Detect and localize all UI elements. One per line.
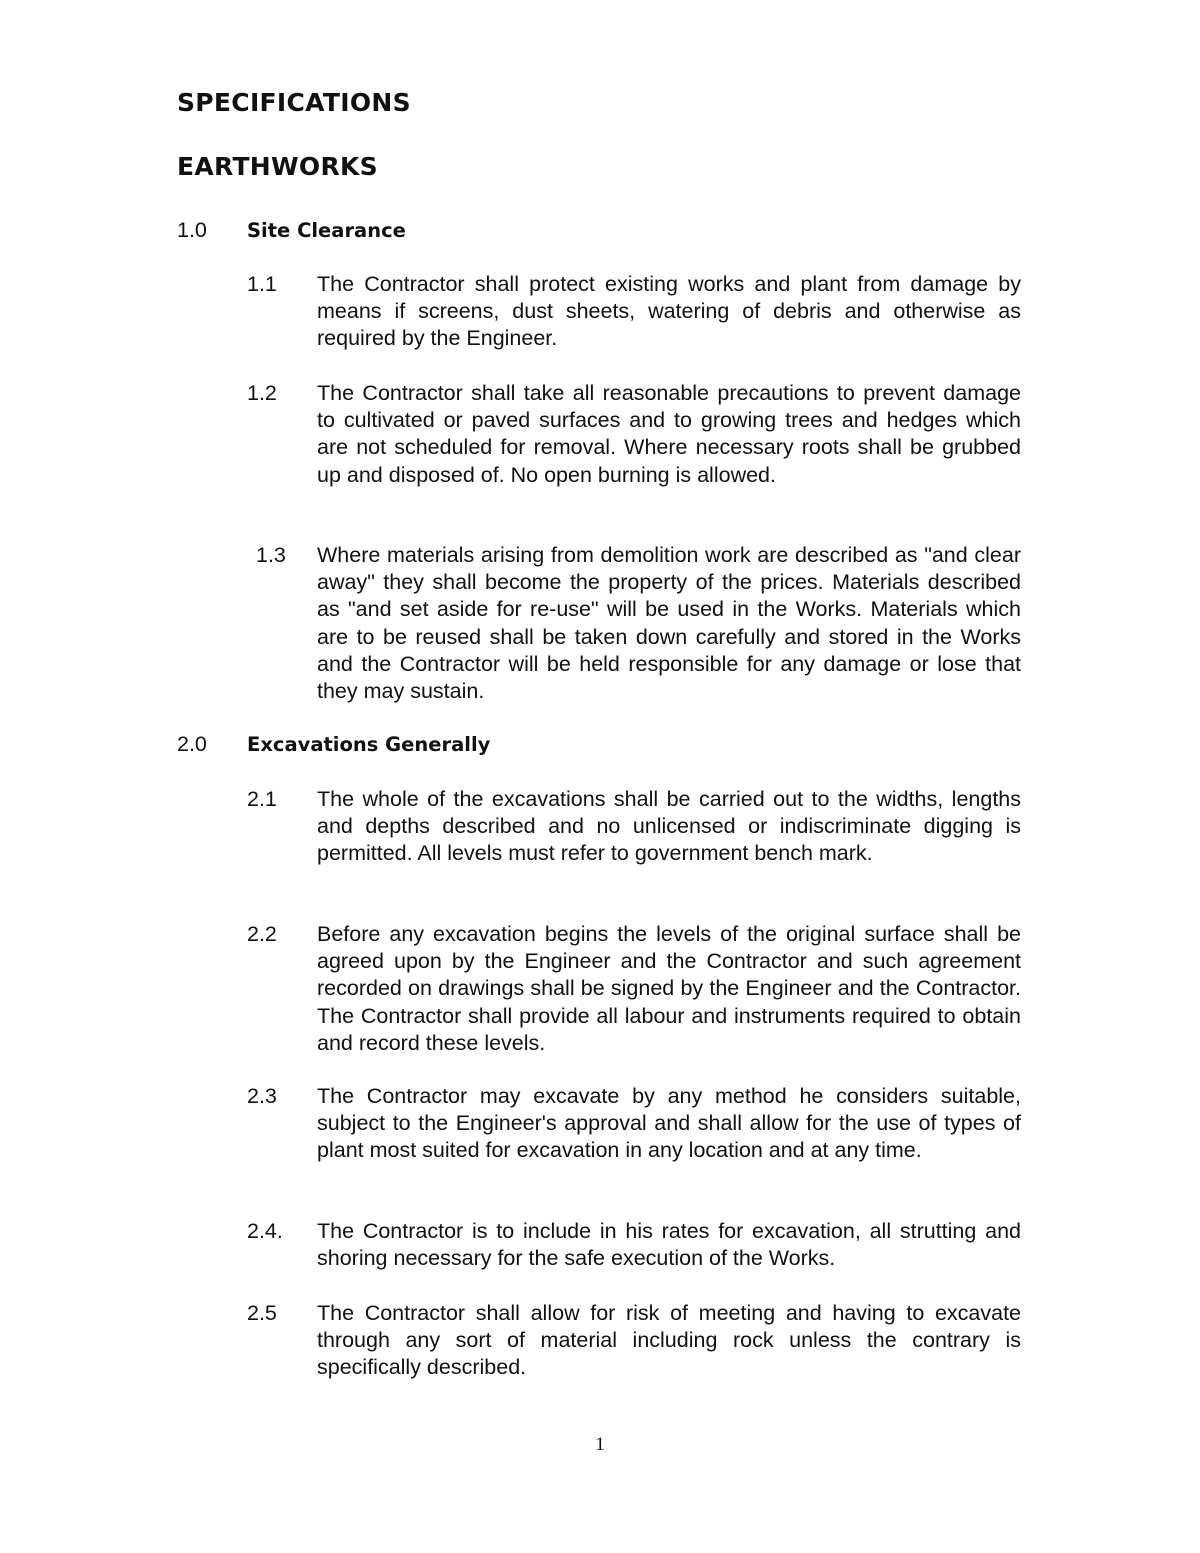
clause-text: The Contractor shall take all reasonable precautions to prevent damage to cultivated or paved surfaces and to growing trees and hedges which are not scheduled for removal. Where necessary roots shall be grubbed up and disposed of. No open burning is allowed. [317, 381, 1021, 487]
page-number: 1 [595, 1434, 605, 1455]
clause-number: 1.2 [247, 381, 277, 405]
clause-number: 1.3 [256, 543, 286, 567]
clause-number: 1.1 [247, 272, 277, 296]
document-title: SPECIFICATIONS [177, 88, 411, 117]
clause-number: 2.5 [247, 1301, 277, 1325]
clause-text: The Contractor shall allow for risk of meeting and having to excavate through any sort of material including rock unless the contrary is specifically described. [317, 1301, 1021, 1380]
clause-text: Before any excavation begins the levels of the original surface shall be agreed upon by the Engineer and the Contractor and such agreement recorded on drawings shall be signed by the Engineer and the Contractor. The Contractor shall provide all labour and instruments required to obtain and record these levels. [317, 922, 1021, 1055]
document-subtitle: EARTHWORKS [177, 152, 378, 181]
clause-text: The Contractor shall protect existing works and plant from damage by means if screens, dust sheets, watering of debris and otherwise as required by the Engineer. [317, 272, 1021, 351]
clause-text: The Contractor is to include in his rates for excavation, all strutting and shoring necessary for the safe execution of the Works. [317, 1219, 1021, 1271]
section-title: Site Clearance [247, 219, 406, 242]
clause-text: The Contractor may excavate by any method he considers suitable, subject to the Engineer's approval and shall allow for the use of types of plant most suited for excavation in any location and at any time. [317, 1084, 1021, 1163]
section-number: 2.0 [177, 732, 207, 756]
clause-text: The whole of the excavations shall be carried out to the widths, lengths and depths described and no unlicensed or indiscriminate digging is permitted. All levels must refer to government bench mark. [317, 787, 1021, 866]
clause-number: 2.4. [247, 1219, 283, 1243]
clause-text: Where materials arising from demolition work are described as "and clear away" they shall become the property of the prices. Materials described as "and set aside for re-use" will be used in the Works. Materials which are to be reused shall be taken down carefully and stored in the Works and the Contractor will be held responsible for any damage or lose that they may sustain. [317, 543, 1021, 704]
clause-number: 2.2 [247, 922, 277, 946]
clause-number: 2.3 [247, 1084, 277, 1108]
clause-number: 2.1 [247, 787, 277, 811]
section-title: Excavations Generally [247, 733, 491, 756]
section-number: 1.0 [177, 218, 207, 242]
